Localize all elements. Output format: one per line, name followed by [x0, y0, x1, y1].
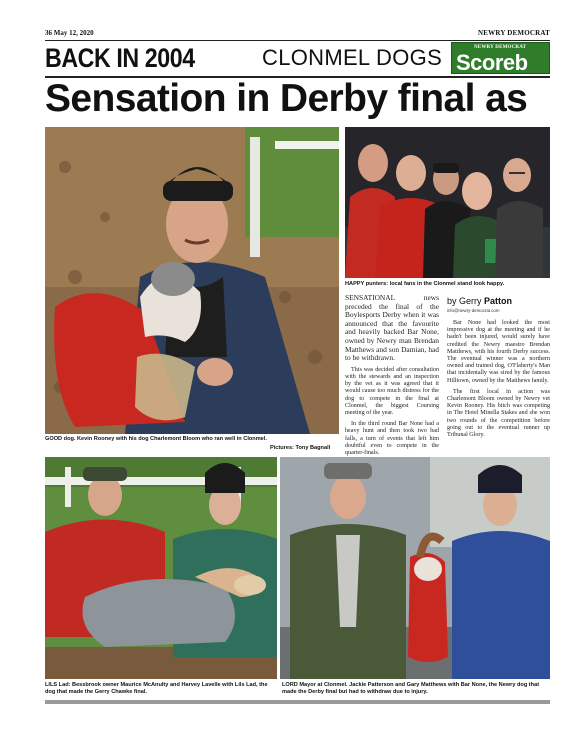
byline [447, 296, 512, 306]
kicker-back-in-2004: BACK IN 2004 [45, 43, 195, 73]
photo-lils-lad [45, 457, 277, 679]
scoreboard-logo-word: Scoreb [456, 50, 528, 74]
photo-lord-mayor-image [280, 457, 550, 679]
article-column-2 [447, 320, 550, 443]
photo-lord-mayor-bar-none [280, 457, 550, 679]
article-paragraph: This was decided after consultation with the stewards and an inspection by the vet as it was agreed that it would cause too much distress for the dog to compete in the final at Clonmel, the biggest Coursing meeting of the year. [345, 366, 439, 416]
photo-lils-lad-image [45, 457, 277, 679]
byline-last-name: Patton [484, 296, 513, 306]
photo-credit: Pictures: Tony Bagnall [270, 445, 331, 451]
scoreboard-logo-paper: NEWRY DEMOCRAT [474, 45, 527, 50]
caption-main-photo: GOOD dog. Kevin Rooney with his dog Charlemont Bloom who ran well in Clonmel. [45, 436, 267, 442]
article-paragraph: The first local in action was Charlemont Bloom owned by Newry vet Kevin Rooney. His bitch was competing in The Hotel Minella Stakes and she won two rounds of the competition before going out to the eventual runner up Tribunal Glory. [447, 388, 550, 439]
photo-happy-punters [345, 127, 550, 278]
photo-kevin-rooney-with-dog [45, 127, 339, 434]
article-column-1 [345, 294, 439, 461]
page-folio [45, 29, 550, 39]
caption-punters-photo: HAPPY punters: local fans in the Clonmel stand look happy. [345, 281, 505, 287]
byline-email: info@newry-democrat.com [447, 308, 500, 313]
photo-happy-punters-image [345, 127, 550, 278]
byline-first-name: Gerry [459, 296, 482, 306]
photo-kevin-rooney-image [45, 127, 339, 434]
top-rule [45, 40, 550, 41]
article-paragraph: Bar None had looked the most impressive dog at the meeting and if he hadn't been injured, would surely have credited the Newry maestro Brendan Matthews, with his fourth Derby success. The eventual winner was a northern owned and trained dog, O'Flaherty's Man that incidentally was sired by the famous Hilltown, owned by the Matthews family. [447, 320, 550, 384]
scoreboard-logo [451, 42, 550, 74]
headline: Sensation in Derby final as [45, 77, 528, 120]
article-paragraph: In the third round Bar None had a heavy hunt and then took two bad falls, a turn of events that left him doubtful even to compete in the quarter-finals. [345, 421, 439, 456]
article-paragraph: SENSATIONAL news preceded the final of the Boylesports Derby when it was announced that the favourite and heavily backed Bar None, owned by Newry man Brendan Matthews and son Damian, had to be withdrawn. [345, 293, 439, 363]
folio-page: 36 May 12, 2020 [45, 29, 94, 37]
caption-bottom-right-photo: LORD Mayor at Clonmel. Jackie Patterson and Gary Matthews with Bar None, the Newry dog that made the Derby final but had to withdraw due to injury. [282, 682, 540, 695]
byline-prefix: by [447, 296, 457, 306]
bottom-rule [45, 700, 550, 704]
caption-bottom-left-photo: LILS Lad: Bessbrook owner Maurice McAnulty and Harvey Lavelle with Lils Lad, the dog that made the Gerry Chawke final. [45, 682, 268, 695]
folio-paper-name: NEWRY DEMOCRAT [478, 29, 550, 37]
kicker-clonmel-dogs: CLONMEL DOGS [262, 45, 443, 70]
